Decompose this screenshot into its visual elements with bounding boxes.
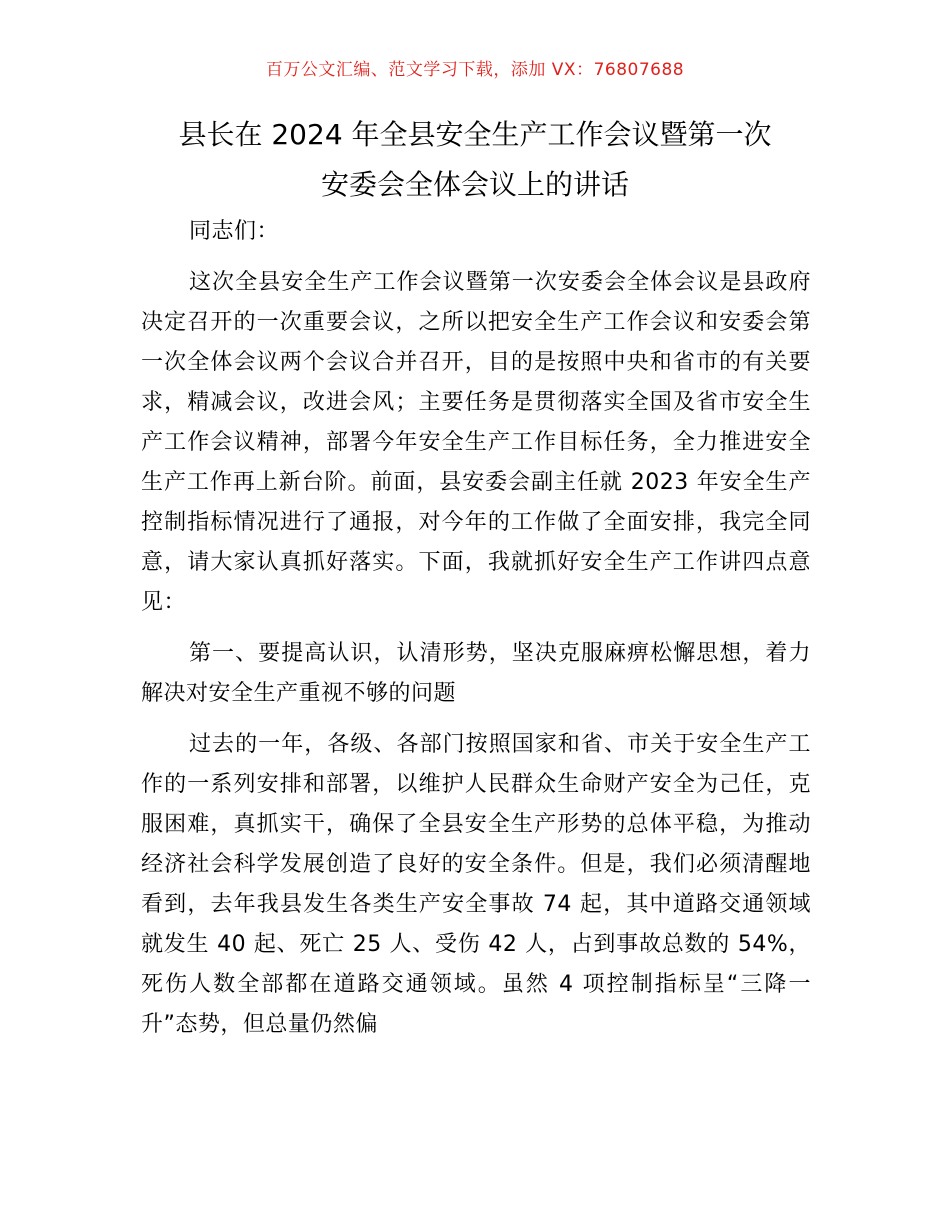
paragraph-review: 过去的一年，各级、各部门按照国家和省、市关于安全生产工作的一系列安排和部署，以维护人民群众生命财产安全为己任，克服困难，真抓实干，确保了全县安全生产形势的总体平稳，为推动经济社会科学发展创造了良好的安全条件。但是，我们必须清醒地看到，去年我县发生各类生产安全事故 74 起，其中道路交通领域就发生 40 起、死亡 25 人、受伤 42 人，占到事故总数的 54%，死伤人数全部都在道路交通领域。虽然 4 项控制指标呈“三降一升”态势，但总量仍然偏 <box>141 732 811 1037</box>
section-heading-1: 第一、要提高认识，认清形势，坚决克服麻痹松懈思想，着力解决对安全生产重视不够的问题 <box>141 641 811 706</box>
document-body <box>141 212 811 1056</box>
title-line-2: 安委会全体会议上的讲话 <box>320 168 629 201</box>
promo-header: 百万公文汇编、范文学习下载，添加 VX：76807688 <box>265 60 685 80</box>
title-line-1: 县长在 2024 年全县安全生产工作会议暨第一次 <box>178 118 772 151</box>
document-title <box>120 110 830 210</box>
paragraph-intro: 这次全县安全生产工作会议暨第一次安委会全体会议是县政府决定召开的一次重要会议，之所以把安全生产工作会议和安委会第一次全体会议两个会议合并召开，目的是按照中央和省市的有关要求，精减会议，改进会风；主要任务是贯彻落实全国及省市安全生产工作会议精神，部署今年安全生产工作目标任务，全力推进安全生产工作再上新台阶。前面，县安委会副主任就 2023 年安全生产控制指标情况进行了通报，对今年的工作做了全面安排，我完全同意，请大家认真抓好落实。下面，我就抓好安全生产工作讲四点意见： <box>141 270 811 615</box>
salutation: 同志们： <box>189 219 280 244</box>
